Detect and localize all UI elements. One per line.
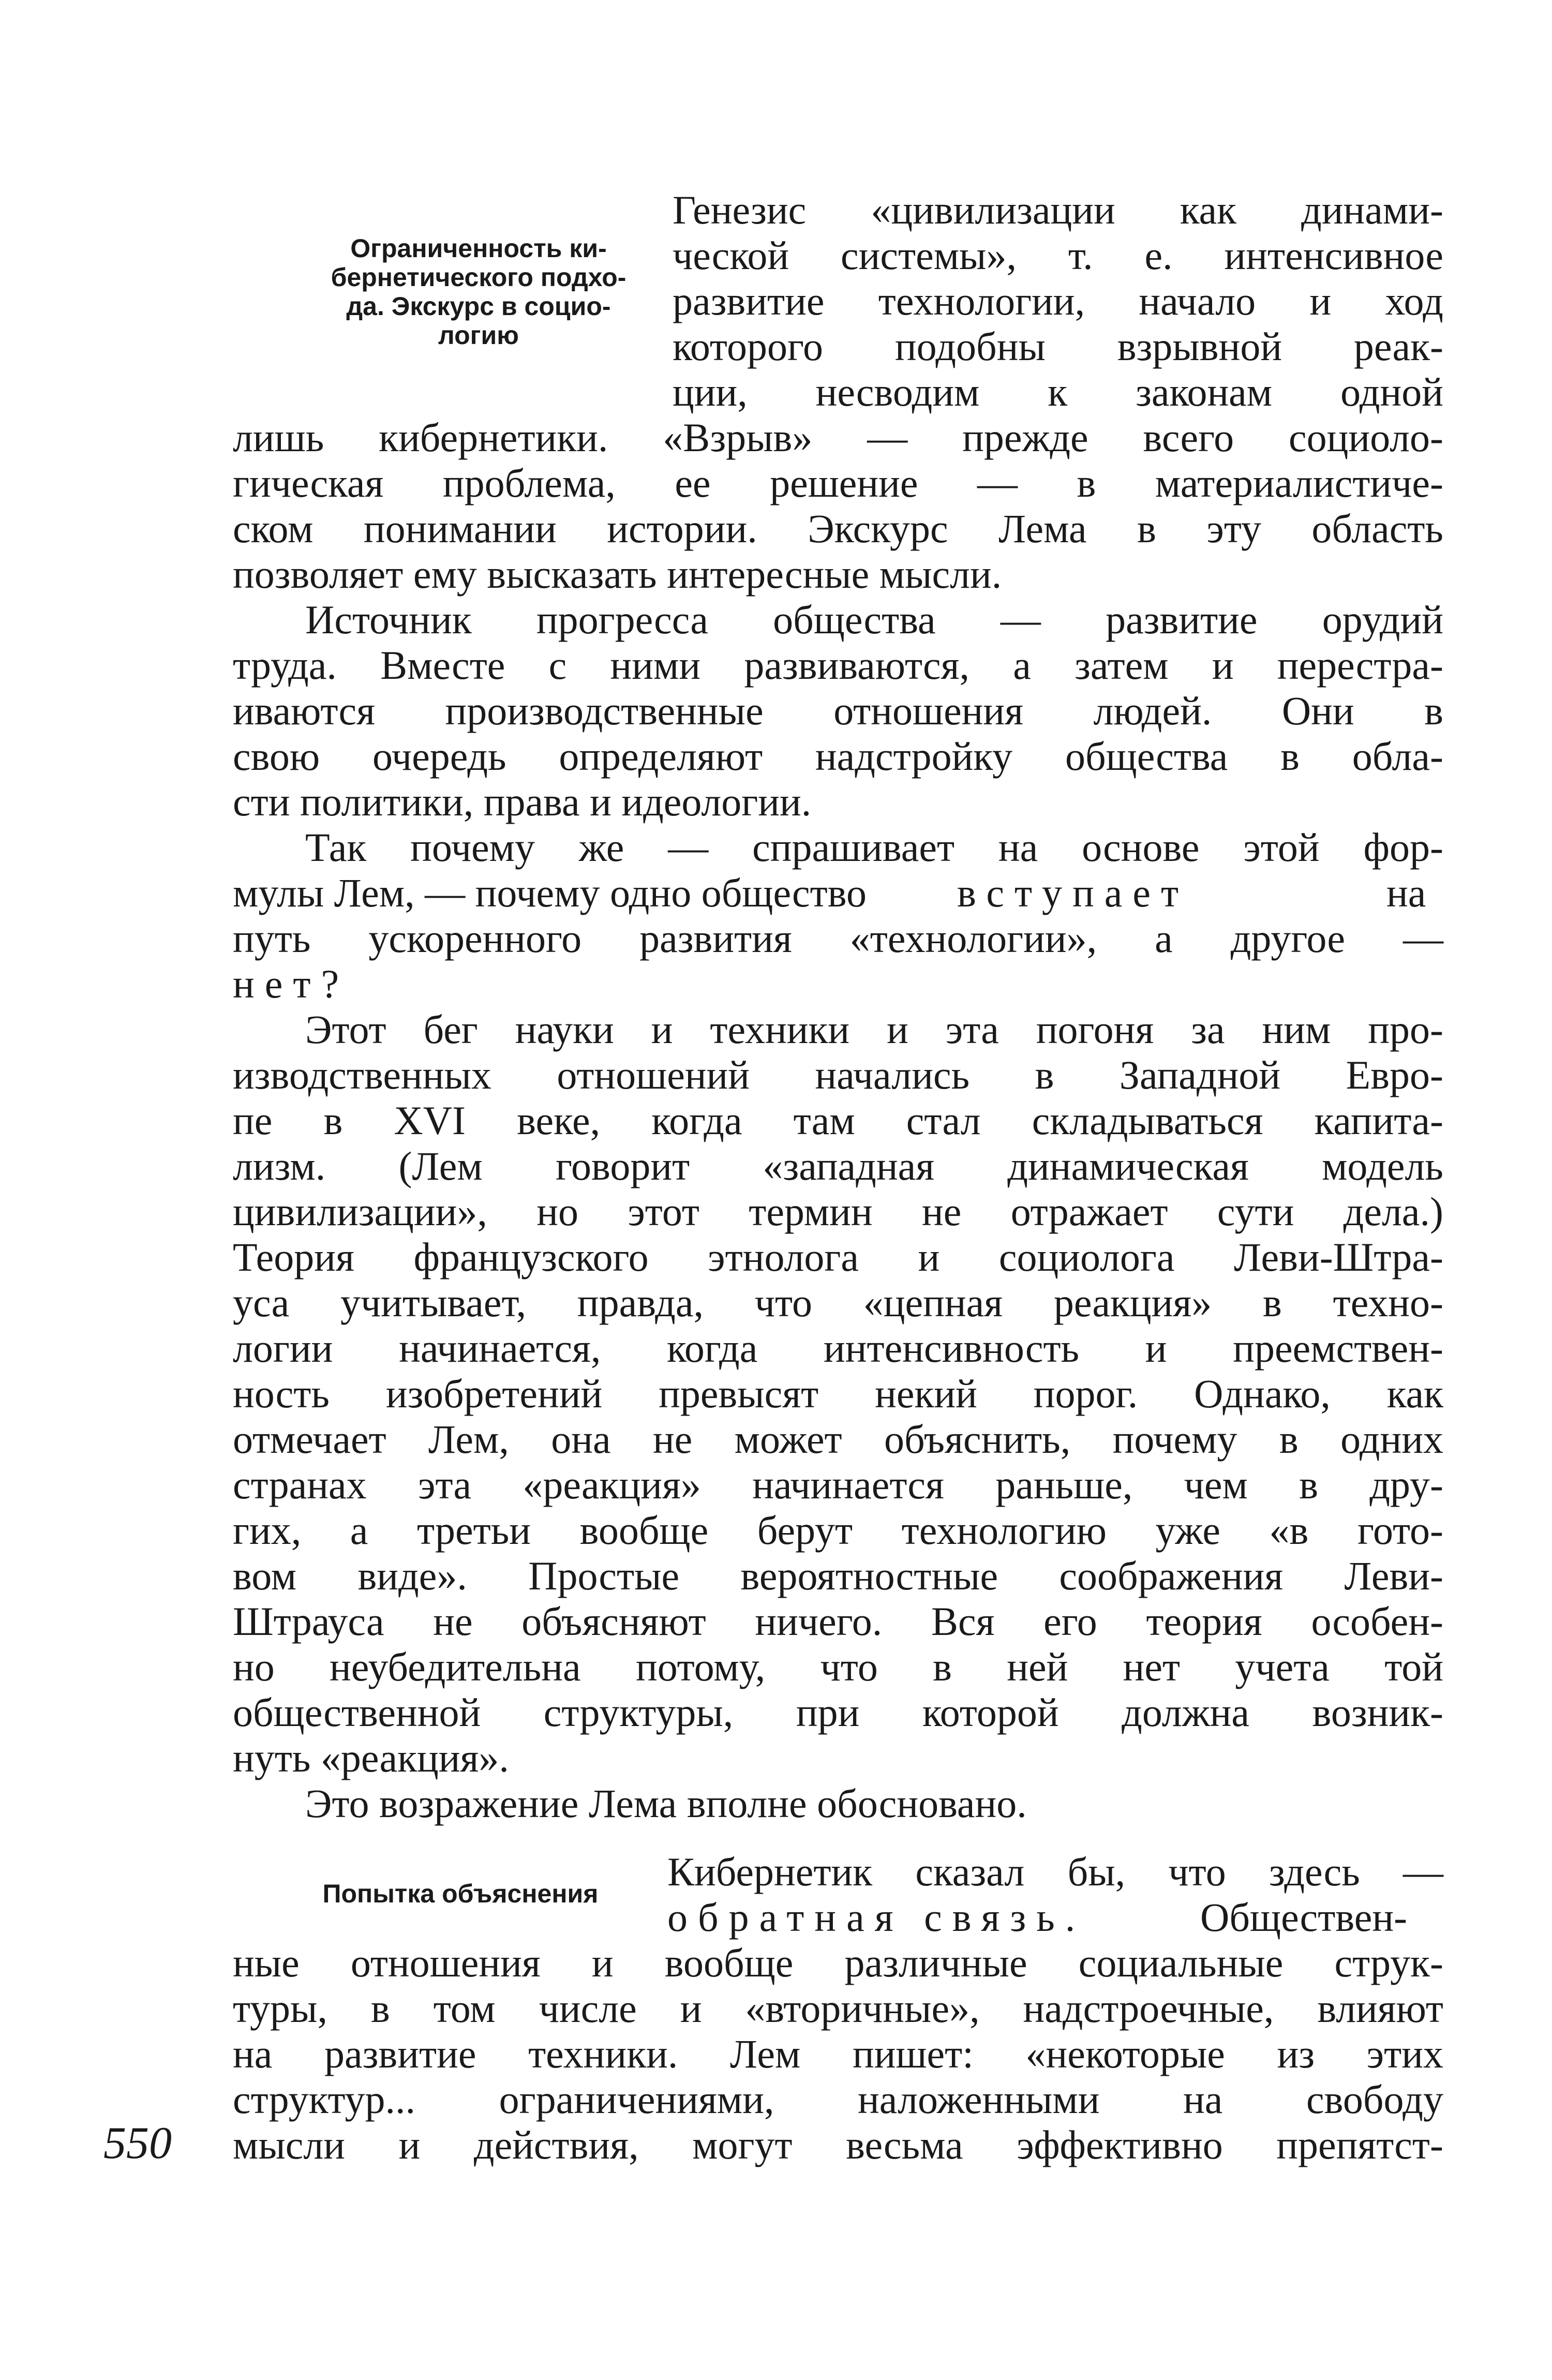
margin-note-line: Ограниченность ки- bbox=[350, 234, 607, 263]
text-line: пе в XVI веке, когда там стал складываться капита- bbox=[233, 1098, 1443, 1143]
text-line: иваются производственные отношения людей. Они в bbox=[233, 688, 1443, 733]
margin-note-line: логию bbox=[438, 321, 519, 350]
text-line: Теория французского этнолога и социолога Леви-Штра- bbox=[233, 1234, 1443, 1280]
text-line: путь ускоренного развития «технологии», а другое — bbox=[233, 916, 1443, 961]
text-line: сти политики, права и идеологии. bbox=[233, 779, 812, 824]
text-line: изводственных отношений начались в Западной Евро- bbox=[233, 1052, 1443, 1097]
text-line: Генезис «цивилизации как динами- bbox=[673, 187, 1443, 232]
text-line: Кибернетик сказал бы, что здесь — bbox=[667, 1849, 1443, 1894]
text-line: уса учитывает, правда, что «цепная реакция» в техно- bbox=[233, 1280, 1443, 1325]
margin-note-line: бернетического подхо- bbox=[331, 263, 626, 292]
emphasis-word: нет? bbox=[233, 961, 350, 1006]
text-line: свою очередь определяют надстройку общества в обла- bbox=[233, 734, 1443, 779]
text-line: но неубедительна потому, что в ней нет учета той bbox=[233, 1644, 1443, 1689]
margin-note-explanation bbox=[279, 1879, 641, 1908]
text-line: гическая проблема, ее решение — в материалистиче- bbox=[233, 460, 1443, 505]
text-line: нуть «реакция». bbox=[233, 1735, 509, 1780]
text-line: Штрауса не объясняют ничего. Вся его теория особен- bbox=[233, 1599, 1443, 1644]
text-line: мулы Лем, — почему одно общество bbox=[233, 870, 867, 915]
text-line: позволяет ему высказать интересные мысли. bbox=[233, 552, 1002, 597]
text-line: ческой системы», т. е. интенсивное bbox=[673, 233, 1443, 278]
text-line: ность изобретений превысят некий порог. Однако, как bbox=[233, 1371, 1443, 1416]
text-line: вом виде». Простые вероятностные соображения Леви- bbox=[233, 1553, 1443, 1598]
emphasis-word: вступает bbox=[957, 870, 1189, 915]
text-line: которого подобны взрывной реак- bbox=[673, 324, 1443, 369]
text-line: на развитие техники. Лем пишет: «некоторые из этих bbox=[233, 2031, 1443, 2076]
text-line: на bbox=[1386, 870, 1426, 915]
margin-note-line: да. Экскурс в социо- bbox=[346, 292, 611, 321]
text-line: Обществен- bbox=[1200, 1895, 1408, 1940]
margin-note-limits bbox=[290, 234, 667, 350]
emphasis-word: обратная связь. bbox=[667, 1895, 1086, 1940]
text-line: отмечает Лем, она не может объяснить, почему в одних bbox=[233, 1417, 1443, 1462]
text-line: ском понимании истории. Экскурс Лема в эту область bbox=[233, 506, 1443, 551]
text-line: ные отношения и вообще различные социальные струк- bbox=[233, 1940, 1443, 1985]
text-line: странах эта «реакция» начинается раньше, чем в дру- bbox=[233, 1462, 1443, 1507]
text-line: Источник прогресса общества — развитие орудий bbox=[305, 597, 1443, 642]
text-line: логии начинается, когда интенсивность и преемствен- bbox=[233, 1326, 1443, 1371]
margin-note-line: Попытка объяснения bbox=[322, 1879, 599, 1908]
text-line: труда. Вместе с ними развиваются, а затем и перестра- bbox=[233, 643, 1443, 688]
text-line: общественной структуры, при которой должна возник- bbox=[233, 1690, 1443, 1735]
text-line: гих, а третьи вообще берут технологию уже «в гото- bbox=[233, 1508, 1443, 1553]
text-line: структур... ограничениями, наложенными на свободу bbox=[233, 2077, 1443, 2122]
page-number: 550 bbox=[103, 2118, 172, 2168]
text-line: лизм. (Лем говорит «западная динамическая модель bbox=[233, 1143, 1443, 1188]
text-line: туры, в том числе и «вторичные», надстроечные, влияют bbox=[233, 1986, 1443, 2031]
text-line: ции, несводим к законам одной bbox=[673, 369, 1443, 414]
text-line: цивилизации», но этот термин не отражает сути дела.) bbox=[233, 1189, 1443, 1234]
text-line: Так почему же — спрашивает на основе этой фор- bbox=[305, 825, 1443, 870]
text-line: Этот бег науки и техники и эта погоня за ним про- bbox=[305, 1007, 1443, 1052]
text-line: мысли и действия, могут весьма эффективно препятст- bbox=[233, 2122, 1443, 2167]
text-line: развитие технологии, начало и ход bbox=[673, 278, 1443, 323]
text-line: лишь кибернетики. «Взрыв» — прежде всего социоло- bbox=[233, 415, 1443, 460]
text-line: Это возражение Лема вполне обосновано. bbox=[305, 1781, 1027, 1826]
